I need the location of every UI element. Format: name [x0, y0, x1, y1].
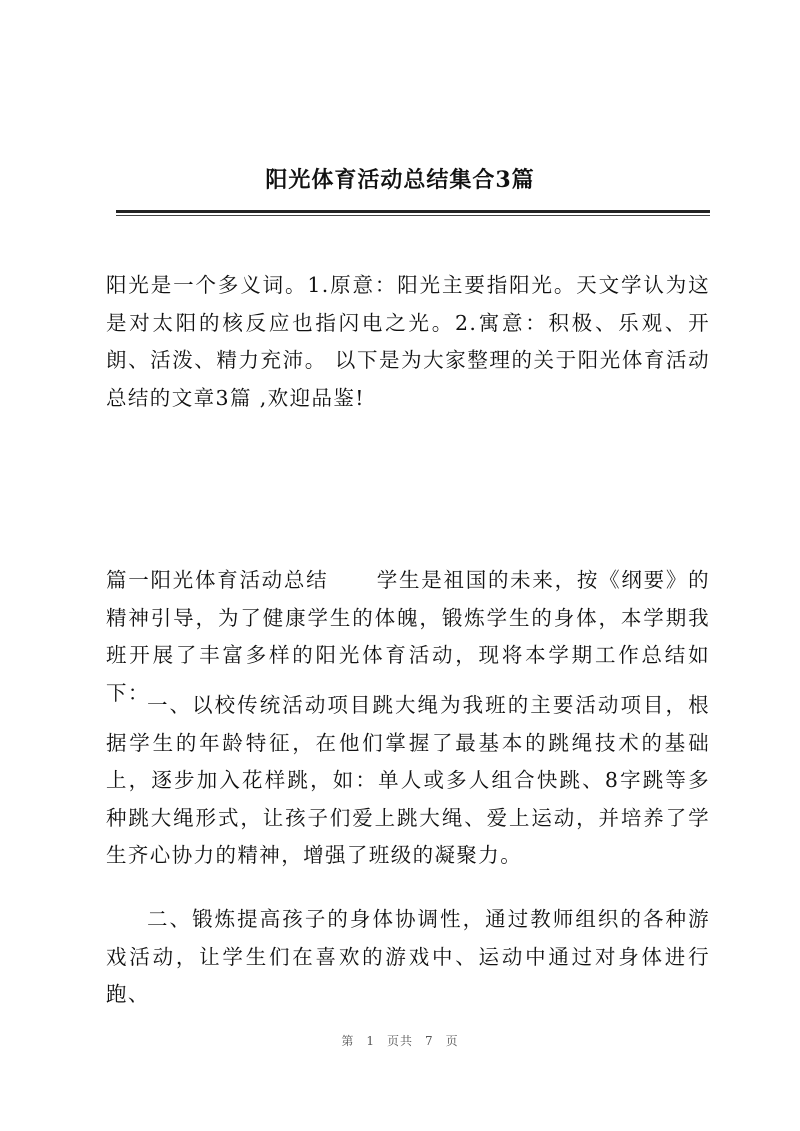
title-divider-thin [116, 215, 710, 216]
footer-label-page-end: 页 [445, 1034, 459, 1048]
title-divider [116, 210, 710, 213]
page-footer [0, 1032, 800, 1049]
list-item-two: 二、锻炼提高孩子的身体协调性，通过教师组织的各种游戏活动，让学生们在喜欢的游戏中、运动中通过对身体进行跑、 [106, 907, 710, 1006]
footer-label-of: 页共 [386, 1034, 413, 1048]
footer-label-page: 第 [341, 1034, 355, 1048]
list-item-one: 一、以校传统活动项目跳大绳为我班的主要活动项目，根据学生的年龄特征，在他们掌握了最基本的跳绳技术的基础上，逐步加入花样跳，如：单人或多人组合快跳、8字跳等多种跳大绳形式，让孩子们爱上跳大绳、爱上运动，并培养了学生齐心协力的精神，增强了班级的凝聚力。 [106, 693, 710, 867]
document-title: 阳光体育活动总结集合3篇 [265, 167, 535, 193]
section-lead-text: 学生是祖国的未来，按《纲要》的精神引导，为了健康学生的体魄，锻炼学生的身体，本学期我班开展了丰富多样的阳光体育活动，现将本学期工作总结如下： [106, 568, 711, 705]
intro-paragraph: 阳光是一个多义词。1.原意：阳光主要指阳光。天文学认为这是对太阳的核反应也指闪电之光。2.寓意：积极、乐观、开朗、活泼、精力充沛。 以下是为大家整理的关于阳光体育活动总结的文章3篇 ,欢迎品鉴! [106, 273, 710, 410]
section-heading: 篇一阳光体育活动总结 [106, 568, 329, 592]
footer-current-page: 1 [366, 1034, 375, 1048]
footer-total-pages: 7 [425, 1034, 434, 1048]
